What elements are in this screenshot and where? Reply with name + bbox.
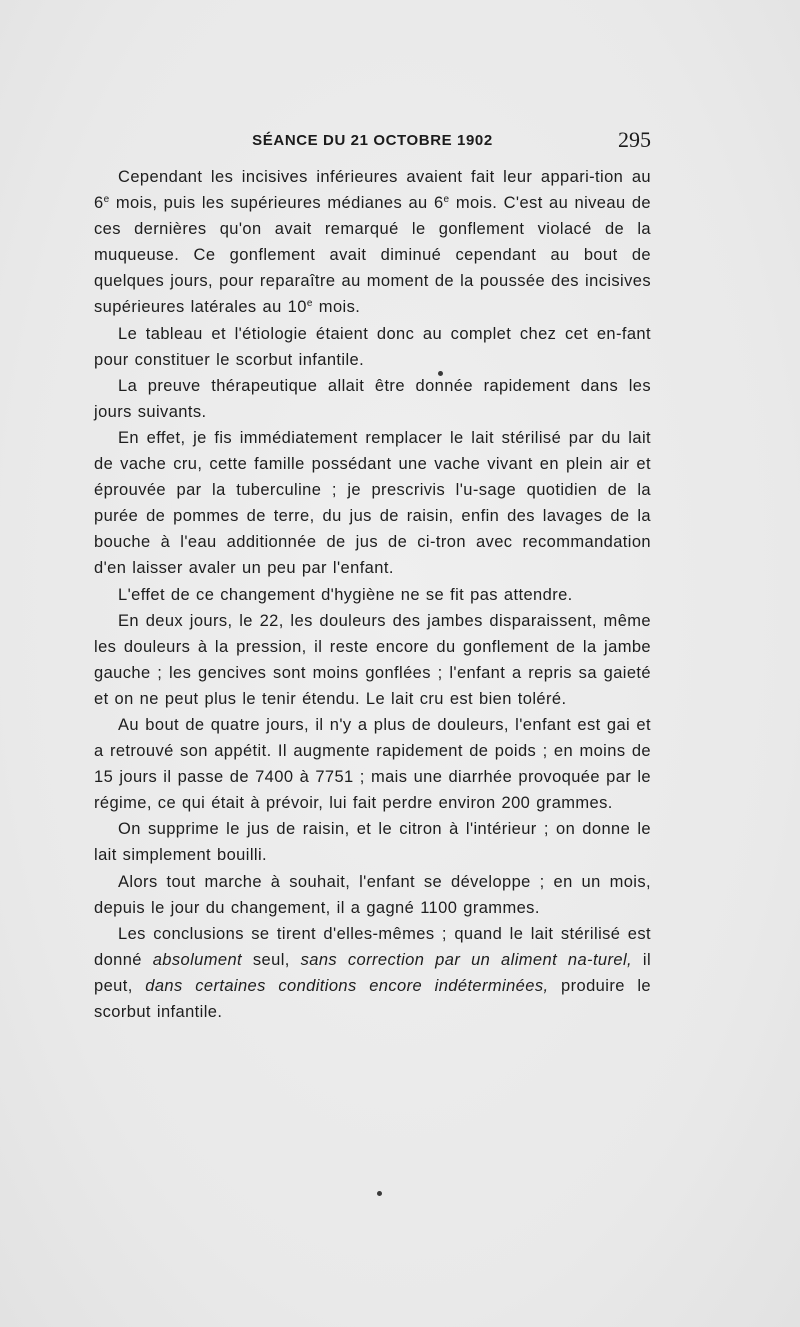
running-head	[94, 127, 651, 155]
paragraph-5: L'effet de ce changement d'hygiène ne se fit pas attendre.	[118, 585, 573, 604]
superscript-3: e	[306, 298, 313, 310]
print-speck	[377, 1191, 382, 1196]
paragraph-10-text-2: seul,	[242, 950, 301, 969]
paragraph-3: La preuve thérapeutique allait être donnée rapidement dans les jours suivants.	[94, 376, 651, 421]
superscript-1: e	[103, 194, 110, 206]
paragraph-8: On supprime le jus de raisin, et le citron à l'intérieur ; on donne le lait simplement bouilli.	[94, 820, 651, 865]
print-speck	[438, 371, 443, 376]
paragraph-1-text-4: mois.	[312, 298, 361, 317]
paragraph-10-text-1: Les conclusions se tirent d'elles-mêmes ; quand le lait stérilisé est donné	[94, 924, 651, 969]
paragraph-7: Au bout de quatre jours, il n'y a plus de douleurs, l'enfant est gai et a retrouvé son appétit. Il augmente rapidement de poids ; en moins de 15 jours il passe de 7400 à 7751 ; mais une diarrhée provoquée par le régime, ce qui était à prévoir, lui fait perdre environ 200 grammes.	[94, 715, 651, 813]
superscript-2: e	[443, 194, 450, 206]
paragraph-10-text-4: produire le scorbut infantile.	[94, 976, 652, 1021]
paragraph-6: En deux jours, le 22, les douleurs des jambes disparaissent, même les douleurs à la pression, il reste encore du gonflement de la jambe gauche ; les gencives sont moins gonflées ; l'enfant a repris sa gaieté et on ne peut plus le tenir étendu. Le lait cru est bien toléré.	[94, 611, 651, 708]
body-text	[94, 164, 651, 1025]
running-title: SÉANCE DU 21 OCTOBRE 1902	[252, 132, 493, 149]
paragraph-1	[94, 164, 651, 321]
paragraph-9: Alors tout marche à souhait, l'enfant se développe ; en un mois, depuis le jour du changement, il a gagné 1100 grammes.	[94, 872, 651, 917]
emphasis-absolument: absolument	[152, 950, 243, 969]
paragraph-10-text-3: il peut,	[94, 950, 652, 995]
paragraph-10	[94, 921, 651, 1025]
page-number: 295	[618, 127, 651, 152]
paragraph-1-text-3: mois. C'est au niveau de ces dernières qu'on avait remarqué le gonflement violacé de la muqueuse. Ce gonflement avait diminué cependant au bout de quelques jours, pour reparaître au moment de la poussée des incisives supérieures latérales au 10	[94, 194, 652, 317]
paragraph-4: En effet, je fis immédiatement remplacer le lait stérilisé par du lait de vache cru, cette famille possédant une vache vivant en plein air et éprouvée par la tuberculine ; je prescrivis l'u-sage quotidien de la purée de pommes de terre, du jus de raisin, enfin des lavages de la bouche à l'eau additionnée de jus de ci-tron avec recommandation d'en laisser avaler un peu par l'enfant.	[94, 428, 651, 578]
emphasis-conditions: dans certaines conditions encore indéterminées,	[145, 976, 549, 995]
paragraph-2: Le tableau et l'étiologie étaient donc au complet chez cet en-fant pour constituer le scorbut infantile.	[94, 324, 651, 369]
emphasis-sans-correction: sans correction par un aliment na-turel,	[300, 950, 633, 969]
paragraph-1-text-1: Cependant les incisives inférieures avaient fait leur appari-tion au 6	[94, 168, 651, 213]
paragraph-1-text-2: mois, puis les supérieures médianes au 6	[109, 194, 444, 213]
